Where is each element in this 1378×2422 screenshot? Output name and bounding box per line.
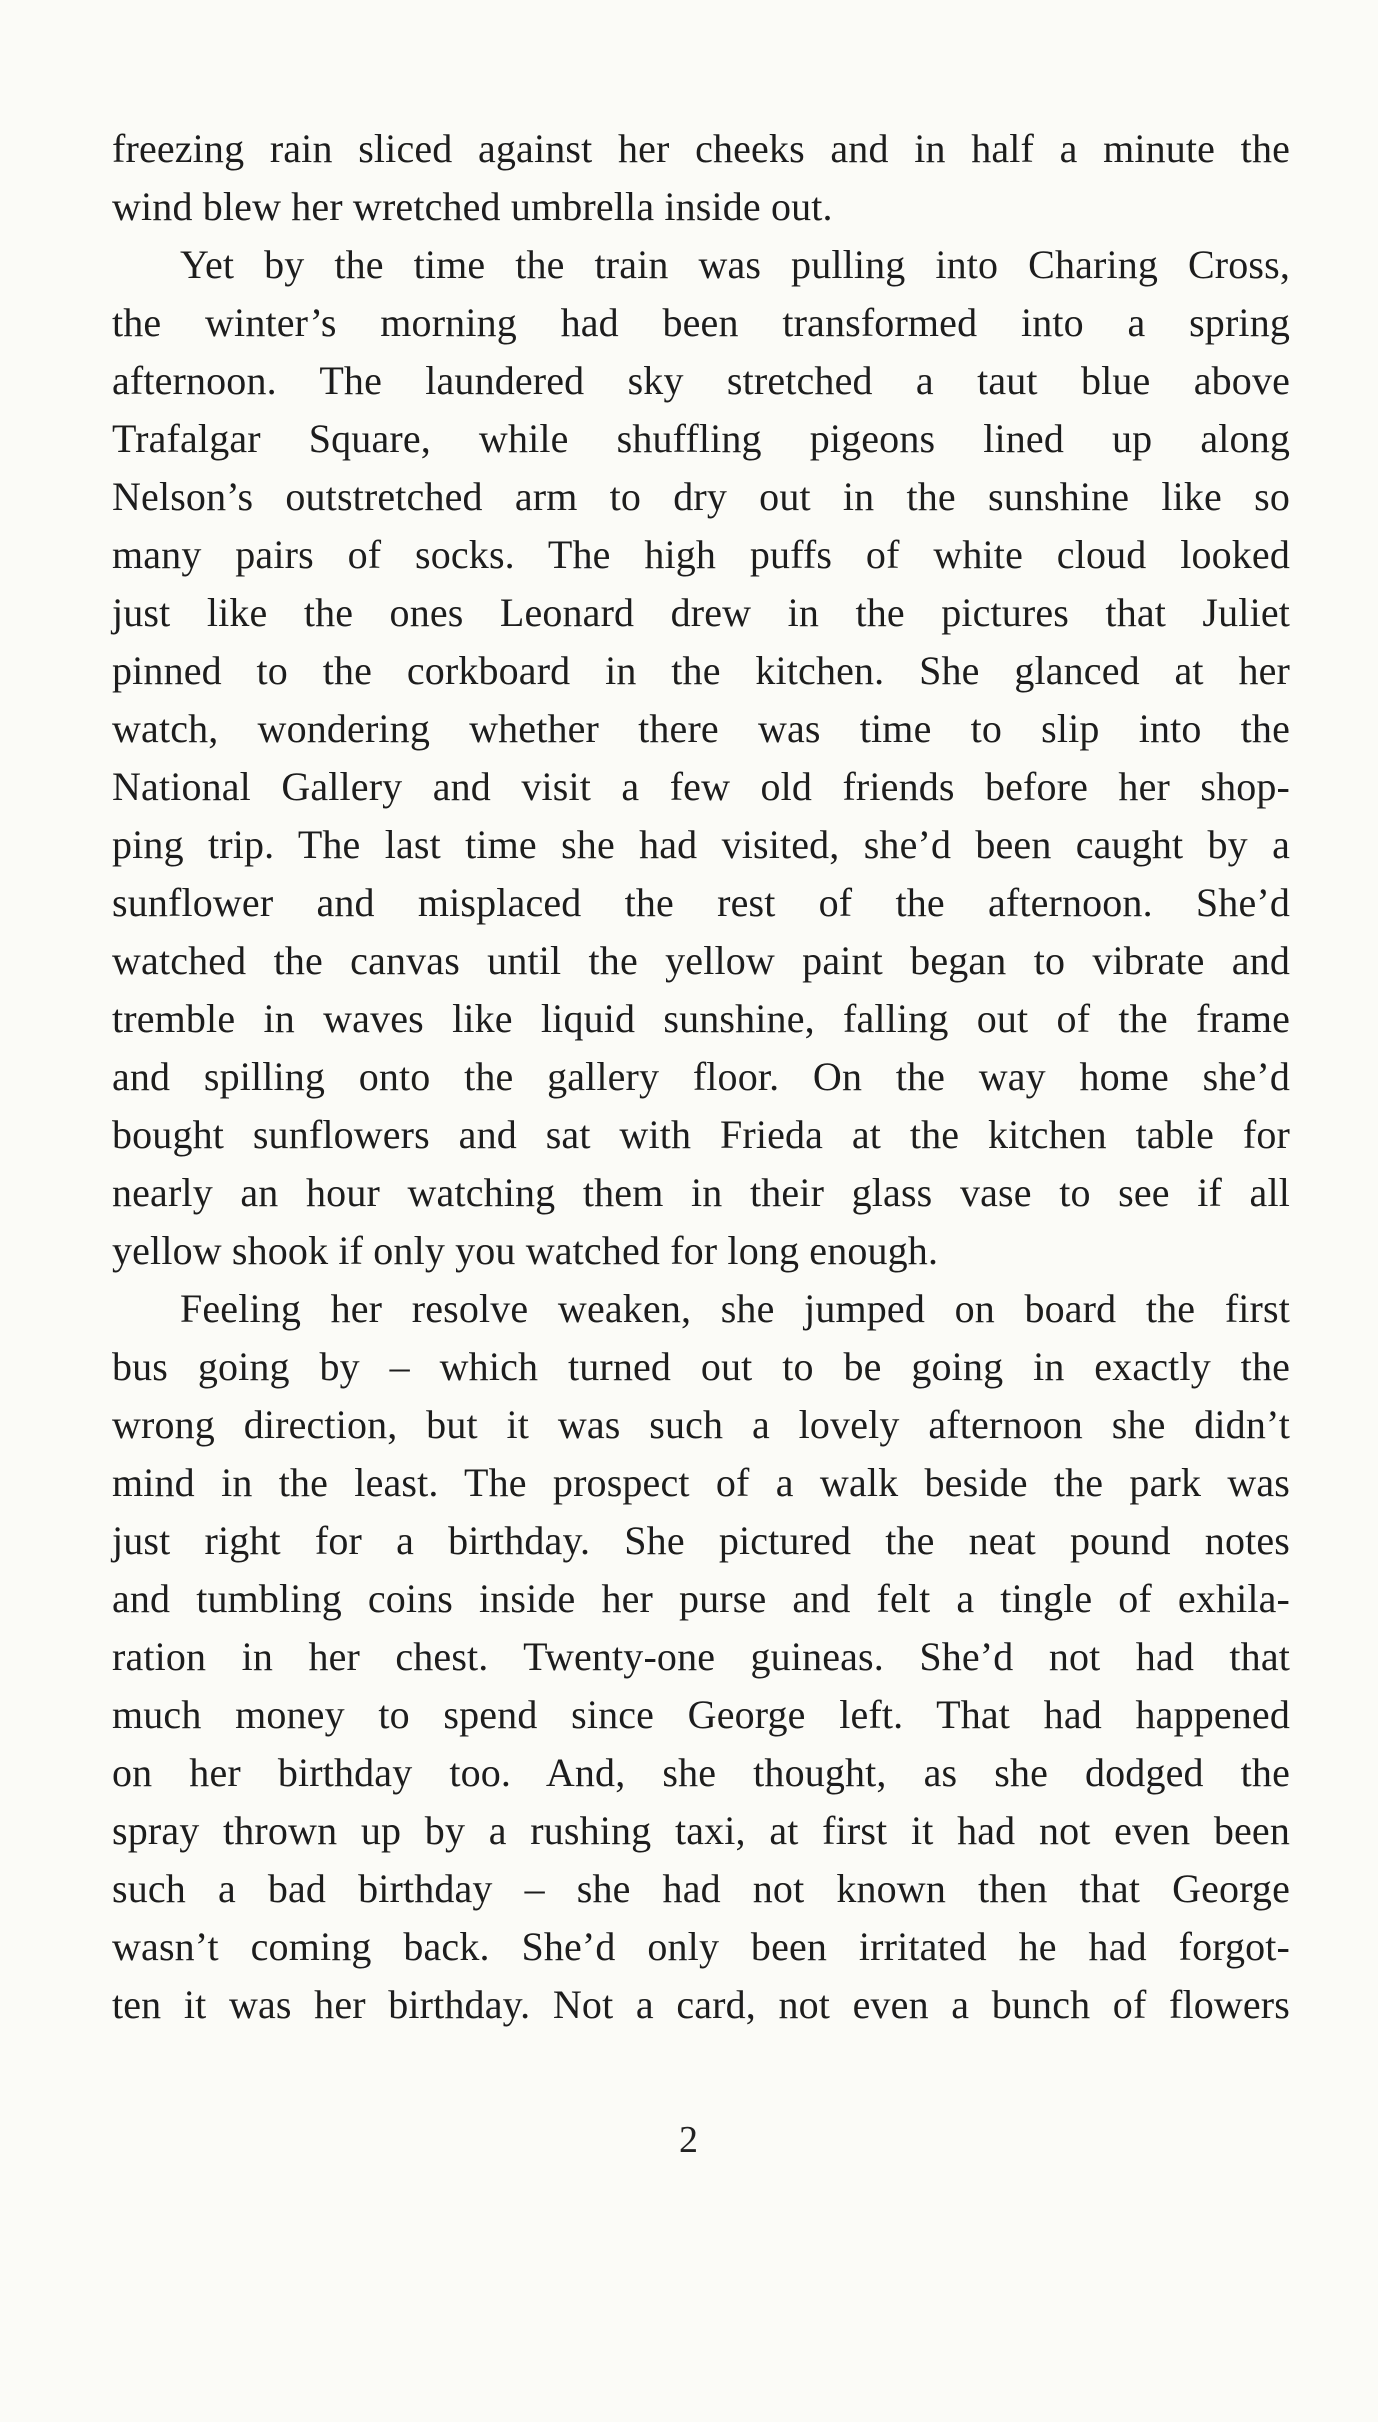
text-line: Trafalgar Square, while shuffling pigeons lined up along (112, 416, 1290, 461)
text-line: the winter’s morning had been transformed into a spring (112, 300, 1290, 345)
text-line: wrong direction, but it was such a lovely afternoon she didn’t (112, 1402, 1290, 1447)
page-number: 2 (679, 2119, 699, 2161)
text-line: bought sunflowers and sat with Frieda at the kitchen table for (112, 1112, 1290, 1157)
text-line: watched the canvas until the yellow paint began to vibrate and (112, 938, 1290, 983)
text-line: and tumbling coins inside her purse and felt a tingle of exhila- (112, 1576, 1290, 1621)
text-line: nearly an hour watching them in their glass vase to see if all (112, 1170, 1290, 1215)
text-line: spray thrown up by a rushing taxi, at first it had not even been (112, 1808, 1290, 1853)
text-line: pinned to the corkboard in the kitchen. She glanced at her (112, 648, 1290, 693)
text-line: bus going by – which turned out to be going in exactly the (112, 1344, 1290, 1389)
text-line: much money to spend since George left. That had happened (112, 1692, 1290, 1737)
text-line: tremble in waves like liquid sunshine, falling out of the frame (112, 996, 1290, 1041)
text-line: watch, wondering whether there was time to slip into the (112, 706, 1290, 751)
text-line: Feeling her resolve weaken, she jumped on board the first (180, 1286, 1290, 1331)
text-line: Yet by the time the train was pulling into Charing Cross, (180, 242, 1290, 287)
text-line: afternoon. The laundered sky stretched a taut blue above (112, 358, 1290, 403)
text-line: such a bad birthday – she had not known then that George (112, 1866, 1290, 1911)
text-line: freezing rain sliced against her cheeks and in half a minute the (112, 126, 1290, 171)
text-line: just like the ones Leonard drew in the pictures that Juliet (112, 590, 1290, 635)
text-line: mind in the least. The prospect of a walk beside the park was (112, 1460, 1290, 1505)
text-line: many pairs of socks. The high puffs of white cloud looked (112, 532, 1290, 577)
text-line: wasn’t coming back. She’d only been irritated he had forgot- (112, 1924, 1290, 1969)
text-line: wind blew her wretched umbrella inside out. (112, 184, 833, 229)
body-text (112, 120, 1290, 2034)
text-line: Nelson’s outstretched arm to dry out in the sunshine like so (112, 474, 1290, 519)
text-line: sunflower and misplaced the rest of the afternoon. She’d (112, 880, 1290, 925)
text-line: ration in her chest. Twenty-one guineas. She’d not had that (112, 1634, 1290, 1679)
text-line: National Gallery and visit a few old friends before her shop- (112, 764, 1290, 809)
text-line: ten it was her birthday. Not a card, not even a bunch of flowers (112, 1982, 1290, 2027)
text-line: just right for a birthday. She pictured the neat pound notes (112, 1518, 1290, 1563)
text-line: and spilling onto the gallery floor. On the way home she’d (112, 1054, 1290, 1099)
text-line: yellow shook if only you watched for long enough. (112, 1228, 939, 1273)
text-line: on her birthday too. And, she thought, as she dodged the (112, 1750, 1290, 1795)
text-line: ping trip. The last time she had visited, she’d been caught by a (112, 822, 1290, 867)
